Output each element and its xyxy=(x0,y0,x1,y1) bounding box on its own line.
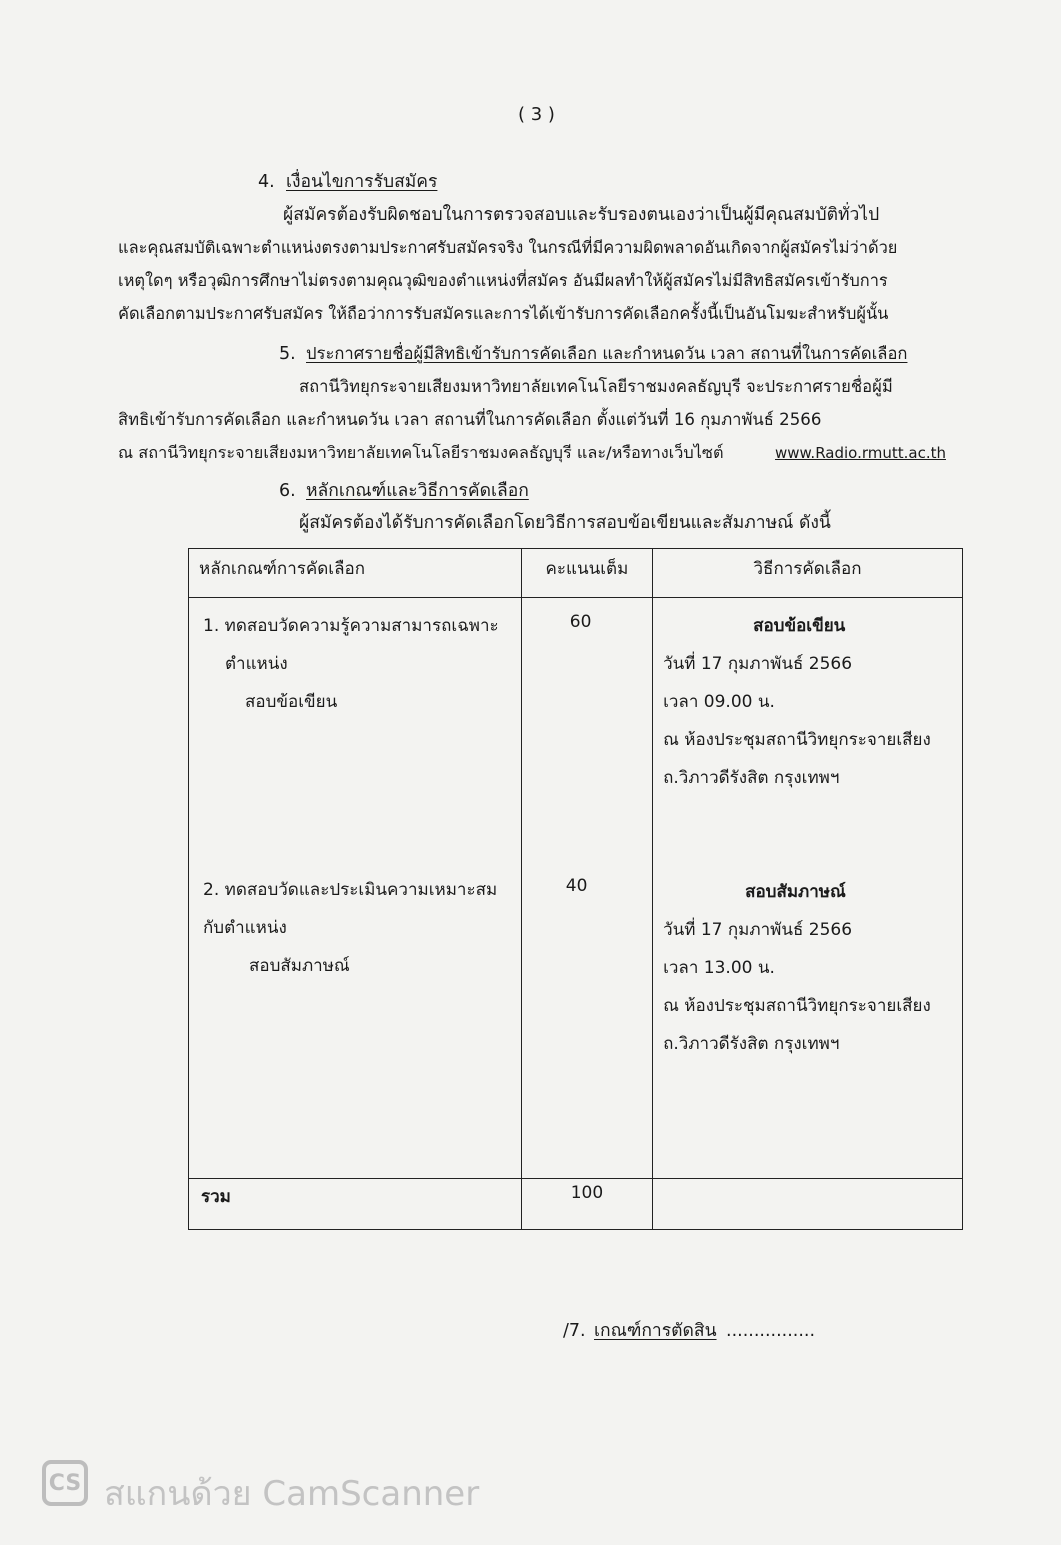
method-2-place: ณ ห้องประชุมสถานีวิทยุกระจายเสียง xyxy=(663,996,931,1016)
camscanner-watermark-text: สแกนด้วย CamScanner xyxy=(104,1474,480,1514)
header-criteria: หลักเกณฑ์การคัดเลือก xyxy=(189,549,522,598)
score-cell xyxy=(521,598,652,1179)
method-2-time: เวลา 13.00 น. xyxy=(663,958,775,978)
section4-line: เหตุใดๆ หรือวุฒิการศึกษาไม่ตรงตามคุณวุฒิของตำแหน่งที่สมัคร อันมีผลทำให้ผู้สมัครไม่มีสิทธิสมัครเข้ารับการ xyxy=(118,271,888,290)
section5-number: 5. xyxy=(279,344,296,364)
section4-line: ผู้สมัครต้องรับผิดชอบในการตรวจสอบและรับรองตนเองว่าเป็นผู้มีคุณสมบัติทั่วไป xyxy=(283,205,880,225)
criteria-cell xyxy=(189,598,522,1179)
header-method: วิธีการคัดเลือก xyxy=(653,549,963,598)
criteria-1-line2: ตำแหน่ง xyxy=(225,654,288,674)
selection-criteria-table xyxy=(188,548,963,1230)
section5-line: ณ สถานีวิทยุกระจายเสียงมหาวิทยาลัยเทคโนโลยีราชมงคลธัญบุรี และ/หรือทางเว็บไซต์ xyxy=(118,443,724,462)
table-header-row xyxy=(189,549,963,598)
total-score: 100 xyxy=(521,1179,652,1230)
section4-line: และคุณสมบัติเฉพาะตำแหน่งตรงตามประกาศรับสมัครจริง ในกรณีที่มีความผิดพลาดอันเกิดจากผู้สมัครไม่ว่าด้วย xyxy=(118,238,898,257)
score-2: 40 xyxy=(565,876,588,896)
method-1-address: ถ.วิภาวดีรังสิต กรุงเทพฯ xyxy=(663,768,840,788)
continuation-prefix: /7. xyxy=(563,1321,586,1341)
method-1-place: ณ ห้องประชุมสถานีวิทยุกระจายเสียง xyxy=(663,730,931,750)
criteria-1-line3: สอบข้อเขียน xyxy=(245,692,338,712)
table-body-row xyxy=(189,598,963,1179)
section4-number: 4. xyxy=(258,172,275,192)
section5-line: สถานีวิทยุกระจายเสียงมหาวิทยาลัยเทคโนโลยีราชมงคลธัญบุรี จะประกาศรายชื่อผู้มี xyxy=(299,377,893,396)
criteria-2-line2: กับตำแหน่ง xyxy=(203,918,287,938)
continuation-text: เกณฑ์การตัดสิน xyxy=(594,1321,717,1341)
method-cell xyxy=(653,598,963,1179)
method-2-address: ถ.วิภาวดีรังสิต กรุงเทพฯ xyxy=(663,1034,840,1054)
section6-intro: ผู้สมัครต้องได้รับการคัดเลือกโดยวิธีการสอบข้อเขียนและสัมภาษณ์ ดังนี้ xyxy=(299,513,831,533)
criteria-2-line3: สอบสัมภาษณ์ xyxy=(249,956,350,976)
method-2-date: วันที่ 17 กุมภาพันธ์ 2566 xyxy=(663,920,853,940)
table-total-row xyxy=(189,1179,963,1230)
total-method-empty xyxy=(653,1179,963,1230)
camscanner-logo-icon: CS xyxy=(42,1460,88,1506)
criteria-1-line1: 1. ทดสอบวัดความรู้ความสามารถเฉพาะ xyxy=(203,616,499,636)
score-1: 60 xyxy=(569,612,592,632)
criteria-2-line1: 2. ทดสอบวัดและประเมินความเหมาะสม xyxy=(203,880,498,900)
section4-title: เงื่อนไขการรับสมัคร xyxy=(286,172,438,192)
section6-title: หลักเกณฑ์และวิธีการคัดเลือก xyxy=(306,481,529,501)
section5-line: สิทธิเข้ารับการคัดเลือก และกำหนดวัน เวลา สถานที่ในการคัดเลือก ตั้งแต่วันที่ 16 กุมภาพันธ์ 2566 xyxy=(118,410,822,429)
section4-line: คัดเลือกตามประกาศรับสมัคร ให้ถือว่าการรับสมัครและการได้เข้ารับการคัดเลือกครั้งนี้เป็นอันโมฆะสำหรับผู้นั้น xyxy=(118,304,889,323)
continuation-dots: ................ xyxy=(726,1321,816,1341)
header-full-score: คะแนนเต็ม xyxy=(521,549,652,598)
website-link[interactable]: www.Radio.rmutt.ac.th xyxy=(775,444,946,462)
method-1-title: สอบข้อเขียน xyxy=(753,616,846,636)
section6-number: 6. xyxy=(279,481,296,501)
page-number: ( 3 ) xyxy=(518,104,555,125)
method-2-title: สอบสัมภาษณ์ xyxy=(745,882,846,902)
section5-title: ประกาศรายชื่อผู้มีสิทธิเข้ารับการคัดเลือก และกำหนดวัน เวลา สถานที่ในการคัดเลือก xyxy=(306,344,908,363)
total-label: รวม xyxy=(189,1179,522,1230)
method-1-date: วันที่ 17 กุมภาพันธ์ 2566 xyxy=(663,654,853,674)
method-1-time: เวลา 09.00 น. xyxy=(663,692,775,712)
